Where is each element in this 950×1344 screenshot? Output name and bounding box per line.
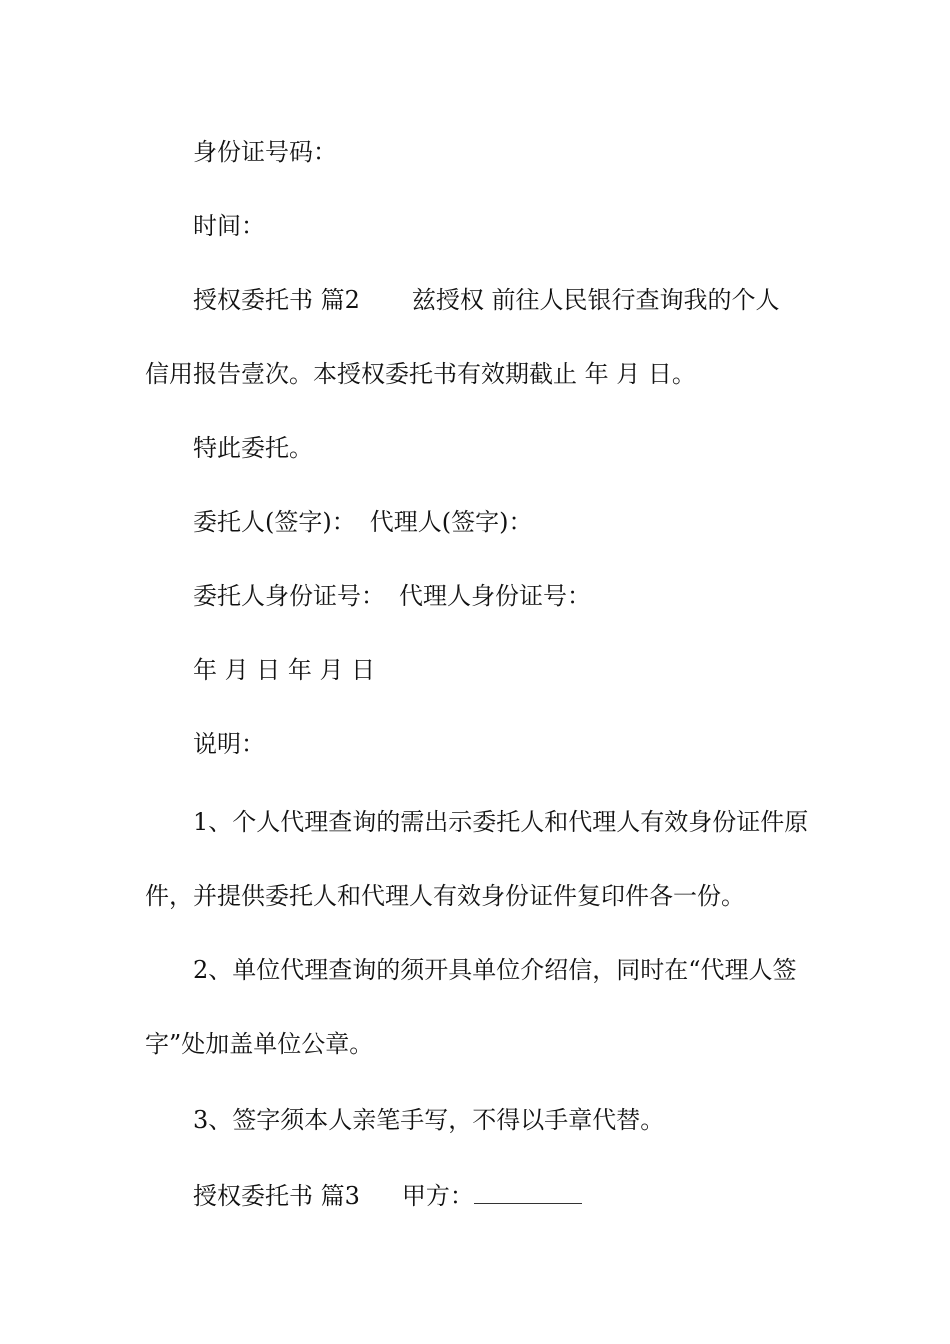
note3-line — [193, 1104, 815, 1136]
time-line — [193, 210, 815, 242]
note1-first-line — [193, 806, 815, 838]
note2-text-a: 2、单位代理查询的须开具单位介绍信，同时在“代理人签 — [193, 956, 797, 984]
notes-title-line — [193, 728, 815, 760]
note1-second-line — [145, 880, 815, 912]
section3-line — [193, 1180, 815, 1212]
dates-text: 年 月 日 年 月 日 — [193, 656, 376, 684]
notes-title: 说明： — [193, 730, 265, 758]
note2-first-line — [193, 954, 815, 986]
id-number-line — [193, 136, 815, 168]
agent-id-label: 代理人身份证号： — [399, 582, 591, 610]
note2-second-line — [145, 1028, 815, 1060]
agent-signature-label: 代理人(签字)： — [369, 508, 533, 536]
section2-title: 授权委托书 篇2 — [193, 286, 360, 314]
section2-text-b: 信用报告壹次。本授权委托书有效期截止 年 月 日。 — [145, 360, 696, 388]
note2-text-b: 字”处加盖单位公章。 — [145, 1030, 374, 1058]
party-a-label: 甲方： — [401, 1182, 474, 1210]
time-label: 时间： — [193, 212, 265, 240]
section2-text-a: 兹授权 前往人民银行查询我的个人 — [411, 286, 780, 314]
section3-title: 授权委托书 篇3 — [193, 1182, 360, 1210]
note1-text-b: 件，并提供委托人和代理人有效身份证件复印件各一份。 — [145, 882, 745, 910]
hereby-text: 特此委托。 — [193, 434, 313, 462]
id-number-label: 身份证号码： — [193, 138, 337, 166]
principal-signature-label: 委托人(签字)： — [193, 508, 356, 536]
note3-text: 3、签字须本人亲笔手写，不得以手章代替。 — [193, 1106, 665, 1134]
note1-text-a: 1、个人代理查询的需出示委托人和代理人有效身份证件原 — [193, 808, 809, 836]
section2-second-line — [145, 358, 815, 390]
id-numbers-line — [193, 580, 815, 612]
hereby-line — [193, 432, 815, 464]
section2-first-line — [193, 284, 815, 316]
signature-line — [193, 506, 815, 538]
party-a-blank-field — [474, 1181, 582, 1204]
principal-id-label: 委托人身份证号： — [193, 582, 385, 610]
dates-line — [193, 654, 815, 686]
